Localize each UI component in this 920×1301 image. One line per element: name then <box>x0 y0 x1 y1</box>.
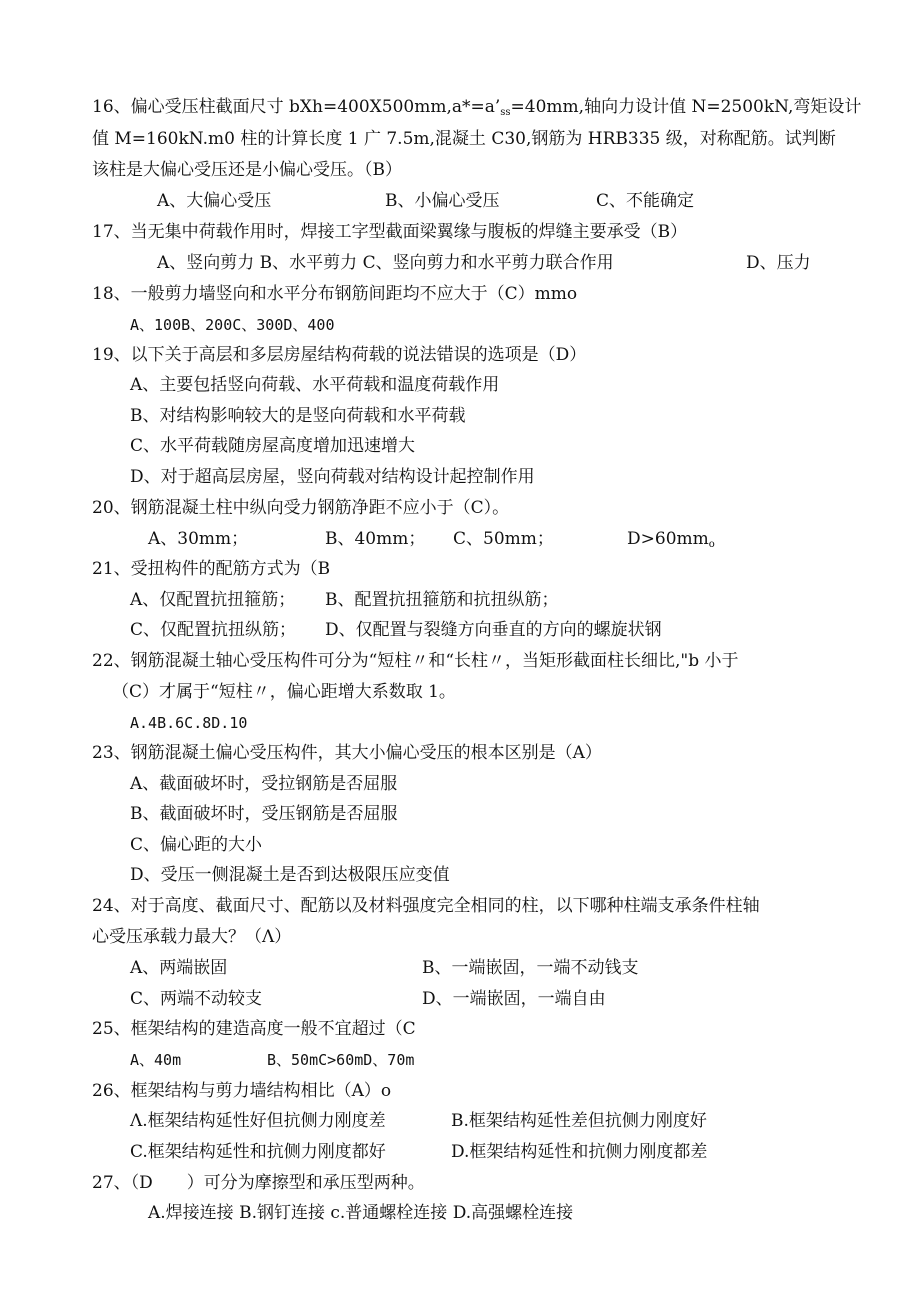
question-20-stem: 20、钢筋混凝土柱中纵向受力钢筋净距不应小于（C）。 <box>92 498 510 518</box>
question-24-option-b: B、一端嵌固，一端不动钱支 <box>422 958 639 978</box>
question-24-option-a: A、两端嵌固 <box>130 958 228 978</box>
question-25-option-bcd: B、50mC>60mD、70m <box>267 1051 415 1069</box>
question-19-option-a: A、主要包括竖向荷载、水平荷载和温度荷载作用 <box>130 375 500 395</box>
question-22-line-1: 22、钢筋混凝土轴心受压构件可分为“短柱〃和“长柱〃，当矩形截面柱长细比,"b 小于 <box>92 651 739 671</box>
question-24-option-d: D、一端嵌固，一端自由 <box>422 989 606 1009</box>
question-17-option-d: D、压力 <box>746 253 811 273</box>
question-22-line-2: （C）才属于“短柱〃，偏心距增大系数取 1。 <box>112 682 456 702</box>
question-21-option-a: A、仅配置抗扭箍筋； <box>130 590 296 610</box>
question-21-option-d: D、仅配置与裂缝方向垂直的方向的螺旋状钢 <box>325 620 662 640</box>
question-24-line-2: 心受压承载力最大？（Λ） <box>92 927 292 947</box>
question-26-option-d: D.框架结构延性和抗侧力刚度都差 <box>451 1142 708 1162</box>
question-16-option-b: B、小偏心受压 <box>385 191 500 211</box>
subscript: ss <box>500 107 511 118</box>
question-16-option-a: A、大偏心受压 <box>157 191 272 211</box>
question-16-option-c: C、不能确定 <box>596 191 695 211</box>
question-22-options: A.4B.6C.8D.10 <box>130 714 248 732</box>
question-23-option-c: C、偏心距的大小 <box>130 835 263 855</box>
question-27-options: A.焊接连接 B.钢钉连接 c.普通螺栓连接 D.高强螺栓连接 <box>148 1203 574 1223</box>
question-19-stem: 19、以下关于高层和多层房屋结构荷载的说法错误的选项是（D） <box>92 345 587 365</box>
question-16-line-3: 该柱是大偏心受压还是小偏心受压。（B） <box>92 160 402 180</box>
question-24-line-1: 24、对于高度、截面尺寸、配筋以及材料强度完全相同的柱，以下哪种柱端支承条件柱轴 <box>92 896 760 916</box>
question-17-stem: 17、当无集中荷载作用时，焊接工字型截面梁翼缘与腹板的焊缝主要承受（B） <box>92 222 688 242</box>
question-23-option-a: A、截面破坏时，受拉钢筋是否屈服 <box>130 774 398 794</box>
question-23-option-d: D、受压一侧混凝土是否到达极限压应变值 <box>130 865 450 885</box>
question-23-option-b: B、截面破坏时，受压钢筋是否屈服 <box>130 804 398 824</box>
question-20-option-c: C、50mm； <box>453 529 554 549</box>
question-19-option-b: B、对结构影响较大的是竖向荷载和水平荷载 <box>130 406 466 426</box>
question-19-option-c: C、水平荷载随房屋高度增加迅速增大 <box>130 436 416 456</box>
question-26-option-a: Λ.框架结构延性好但抗侧力刚度差 <box>130 1111 386 1131</box>
question-21-option-c: C、仅配置抗扭纵筋； <box>130 620 297 640</box>
question-17-options: A、竖向剪力 B、水平剪力 C、竖向剪力和水平剪力联合作用 <box>157 253 614 273</box>
question-26-option-c: C.框架结构延性和抗侧力刚度都好 <box>130 1142 386 1162</box>
question-18-options: A、100B、200C、300D、400 <box>130 316 335 334</box>
question-16-line-1: 16、偏心受压柱截面尺寸 $bXh=400X500mm,a*=a’_{ss}=40mm$,轴向力设计值 N=2500kN,弯矩设计 <box>92 97 862 118</box>
question-20-option-b: B、40mm； <box>325 529 426 549</box>
question-27-stem: 27、（D ）可分为摩擦型和承压型两种。 <box>92 1173 425 1193</box>
question-20-option-a: A、30mm； <box>148 529 249 549</box>
question-18-stem: 18、一般剪力墙竖向和水平分布钢筋间距均不应大于（C）mmo <box>92 284 578 304</box>
question-16-line-2: 值 M=160kN.m0 柱的计算长度 1 广 7.5m,混凝土 C30,钢筋为 HRB335 级，对称配筋。试判断 <box>92 129 836 149</box>
question-26-option-b: B.框架结构延性差但抗侧力刚度好 <box>451 1111 707 1131</box>
question-19-option-d: D、对于超高层房屋，竖向荷载对结构设计起控制作用 <box>130 467 535 487</box>
question-20-option-d: $D>60mm_o$ <box>627 529 715 550</box>
question-23-stem: 23、钢筋混凝土偏心受压构件，其大小偏心受压的根本区别是（A） <box>92 743 602 763</box>
question-25-stem: 25、框架结构的建造高度一般不宜超过（C <box>92 1019 416 1039</box>
question-25-option-a: A、40m <box>130 1051 182 1069</box>
question-21-stem: 21、受扭构件的配筋方式为（B <box>92 559 331 579</box>
subscript: o <box>708 539 715 550</box>
question-24-option-c: C、两端不动较支 <box>130 989 263 1009</box>
question-26-stem: 26、框架结构与剪力墙结构相比（A）o <box>92 1081 392 1101</box>
question-21-option-b: B、配置抗扭箍筋和抗扭纵筋； <box>325 590 559 610</box>
